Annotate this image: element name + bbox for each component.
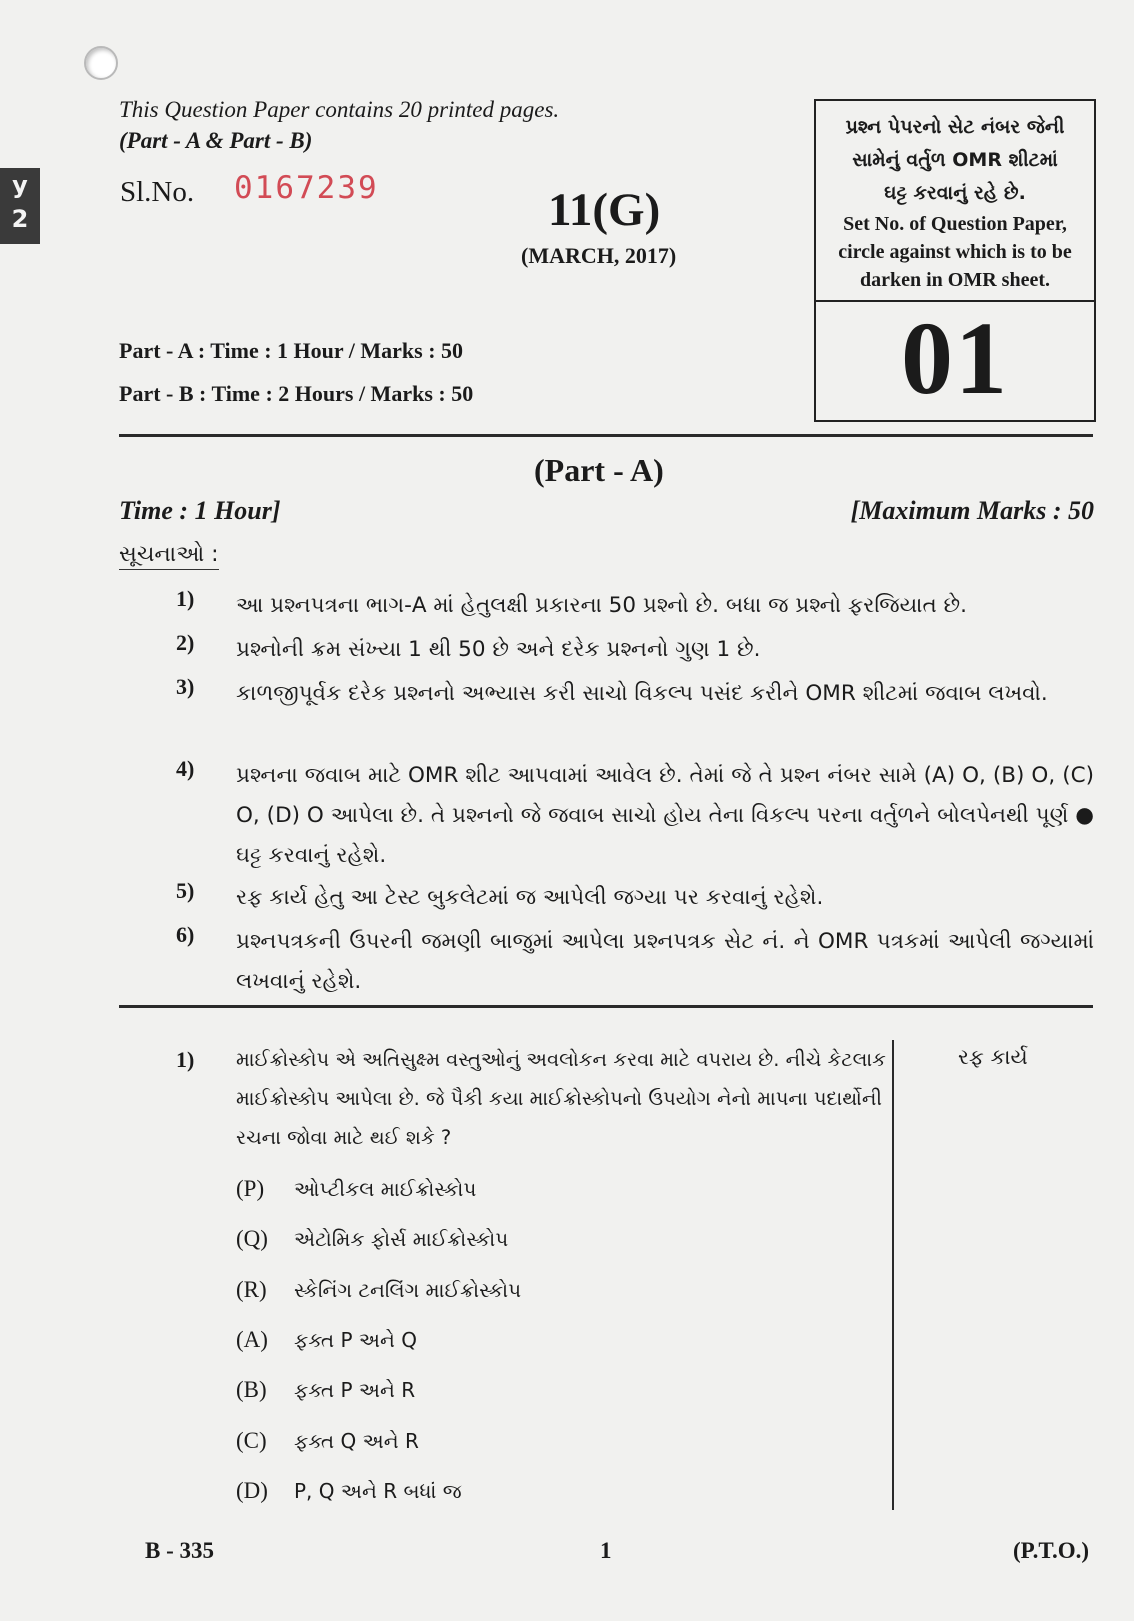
option-text: P, Q અને R બધાં જ	[294, 1479, 462, 1503]
instruction-text: રફ કાર્ય હેતુ આ ટેસ્ટ બુકલેટમાં જ આપેલી જગ્યા પર કરવાનું રહેશે.	[236, 885, 824, 910]
item-key: (Q)	[236, 1226, 268, 1251]
serial-number-value: 0167239	[234, 170, 379, 206]
side-tab-char: y	[12, 171, 28, 199]
item-text: ઓપ્ટીકલ માઈક્રોસ્કોપ	[294, 1177, 477, 1201]
set-number-value: 01	[901, 301, 1009, 416]
pages-count-line: This Question Paper contains 20 printed pages.	[119, 97, 560, 122]
footer-pto: (P.T.O.)	[1012, 1538, 1089, 1563]
item-text: સ્કેનિંગ ટનલિંગ માઈક્રોસ્કોપ	[294, 1278, 522, 1302]
paper-code: 11(G)	[548, 184, 661, 236]
question-number: 1)	[176, 1047, 195, 1072]
part-a-max-marks: [Maximum Marks : 50	[850, 496, 1094, 525]
instruction-number: 5)	[176, 878, 195, 903]
serial-number-label: Sl.No.	[120, 176, 195, 208]
rough-work-label: રફ કાર્ય	[958, 1045, 1028, 1069]
option-text: ફક્ત P અને R	[294, 1378, 416, 1402]
parts-line: (Part - A & Part - B)	[119, 128, 313, 153]
option-key: (A)	[236, 1327, 268, 1352]
set-instruction-en-line: circle against which is to be	[838, 241, 1072, 263]
set-instruction-en-line: Set No. of Question Paper,	[843, 213, 1067, 235]
set-instruction-en-line: darken in OMR sheet.	[860, 269, 1050, 291]
item-key: (P)	[236, 1176, 265, 1201]
side-tab-label	[0, 168, 40, 244]
instruction-number: 1)	[176, 586, 195, 611]
instruction-number: 3)	[176, 674, 195, 699]
instruction-number: 6)	[176, 922, 195, 947]
set-instruction-gu-line: ઘટ્ટ કરવાનું રહે છે.	[884, 182, 1026, 204]
divider	[119, 1005, 1093, 1008]
punch-hole-icon	[84, 46, 118, 80]
instruction-text: પ્રશ્નોની ક્રમ સંખ્યા 1 થી 50 છે અને દરેક પ્રશ્નનો ગુણ 1 છે.	[236, 637, 761, 662]
part-a-title: (Part - A)	[534, 452, 664, 488]
set-instruction-gu-line: સામેનું વર્તુળ OMR શીટમાં	[852, 149, 1058, 171]
question-text: માઈક્રોસ્કોપ એ અતિસુક્ષ્મ વસ્તુઓનું અવલોકન કરવા માટે વપરાય છે. નીચે કેટલાક માઈક્રોસ્કોપ આપેલા છે. જે પૈકી કયા માઈક્રોસ્કોપનો ઉપયોગ નેનો માપના પદાર્થોની રચના જોવા માટે થઈ શકે ?	[236, 1048, 886, 1149]
answer-option	[236, 1428, 419, 1454]
instruction-item	[176, 586, 1094, 626]
instruction-item	[176, 878, 1094, 918]
instruction-text: પ્રશ્નપત્રકની ઉપરની જમણી બાજુમાં આપેલા પ્રશ્નપત્રક સેટ નં. ને OMR પત્રકમાં આપેલી જગ્યામાં લખવાનું રહેશે.	[236, 929, 1094, 994]
part-a-time: Time : 1 Hour]	[119, 496, 281, 525]
side-tab-char: 2	[11, 205, 29, 233]
instruction-item	[176, 630, 1094, 670]
rough-work-divider	[892, 1040, 894, 1510]
footer-paper-code: B - 335	[145, 1538, 214, 1563]
instruction-number: 4)	[176, 756, 195, 781]
instruction-item	[176, 674, 1094, 714]
exam-date: (MARCH, 2017)	[521, 243, 677, 268]
instruction-number: 2)	[176, 630, 195, 655]
instructions-heading: સૂચનાઓ :	[119, 542, 219, 570]
divider	[119, 434, 1093, 437]
option-key: (C)	[236, 1428, 267, 1453]
part-a-time-line: Part - A : Time : 1 Hour / Marks : 50	[119, 338, 464, 363]
instruction-text: પ્રશ્નના જવાબ માટે OMR શીટ આપવામાં આવેલ છે. તેમાં જે તે પ્રશ્ન નંબર સામે (A) O, (B) O, (C) O, (D) O આપેલા છે. તે પ્રશ્નનો જે જવાબ સાચો હોય તેના વિકલ્પ પરના વર્તુળને બોલપેનથી પૂર્ણ ● ઘટ્ટ કરવાનું રહેશે.	[236, 763, 1094, 868]
option-key: (D)	[236, 1478, 268, 1503]
item-text: એટોમિક ફોર્સ માઈક્રોસ્કોપ	[294, 1227, 509, 1251]
option-text: ફક્ત P અને Q	[294, 1328, 418, 1352]
set-instruction-gu-line: પ્રશ્ન પેપરનો સેટ નંબર જેની	[845, 116, 1065, 138]
instruction-text: કાળજીપૂર્વક દરેક પ્રશ્નનો અભ્યાસ કરી સાચો વિકલ્પ પસંદ કરીને OMR શીટમાં જવાબ લખવો.	[236, 681, 1048, 706]
page-number: 1	[600, 1538, 612, 1563]
instruction-item	[176, 756, 1094, 876]
option-key: (B)	[236, 1377, 267, 1402]
answer-option	[236, 1377, 415, 1403]
question-item	[236, 1277, 521, 1303]
instruction-item	[176, 922, 1094, 1002]
option-text: ફક્ત Q અને R	[294, 1429, 419, 1453]
question-item	[236, 1176, 476, 1202]
answer-option	[236, 1327, 417, 1353]
set-number-instructions	[816, 101, 1094, 302]
item-key: (R)	[236, 1277, 267, 1302]
question-item	[236, 1226, 508, 1252]
set-number-box	[814, 99, 1096, 422]
answer-option	[236, 1478, 462, 1504]
part-b-time-line: Part - B : Time : 2 Hours / Marks : 50	[119, 381, 474, 406]
instruction-text: આ પ્રશ્નપત્રના ભાગ-A માં હેતુલક્ષી પ્રકારના 50 પ્રશ્નો છે. બધા જ પ્રશ્નો ફરજિયાત છે.	[236, 593, 967, 618]
